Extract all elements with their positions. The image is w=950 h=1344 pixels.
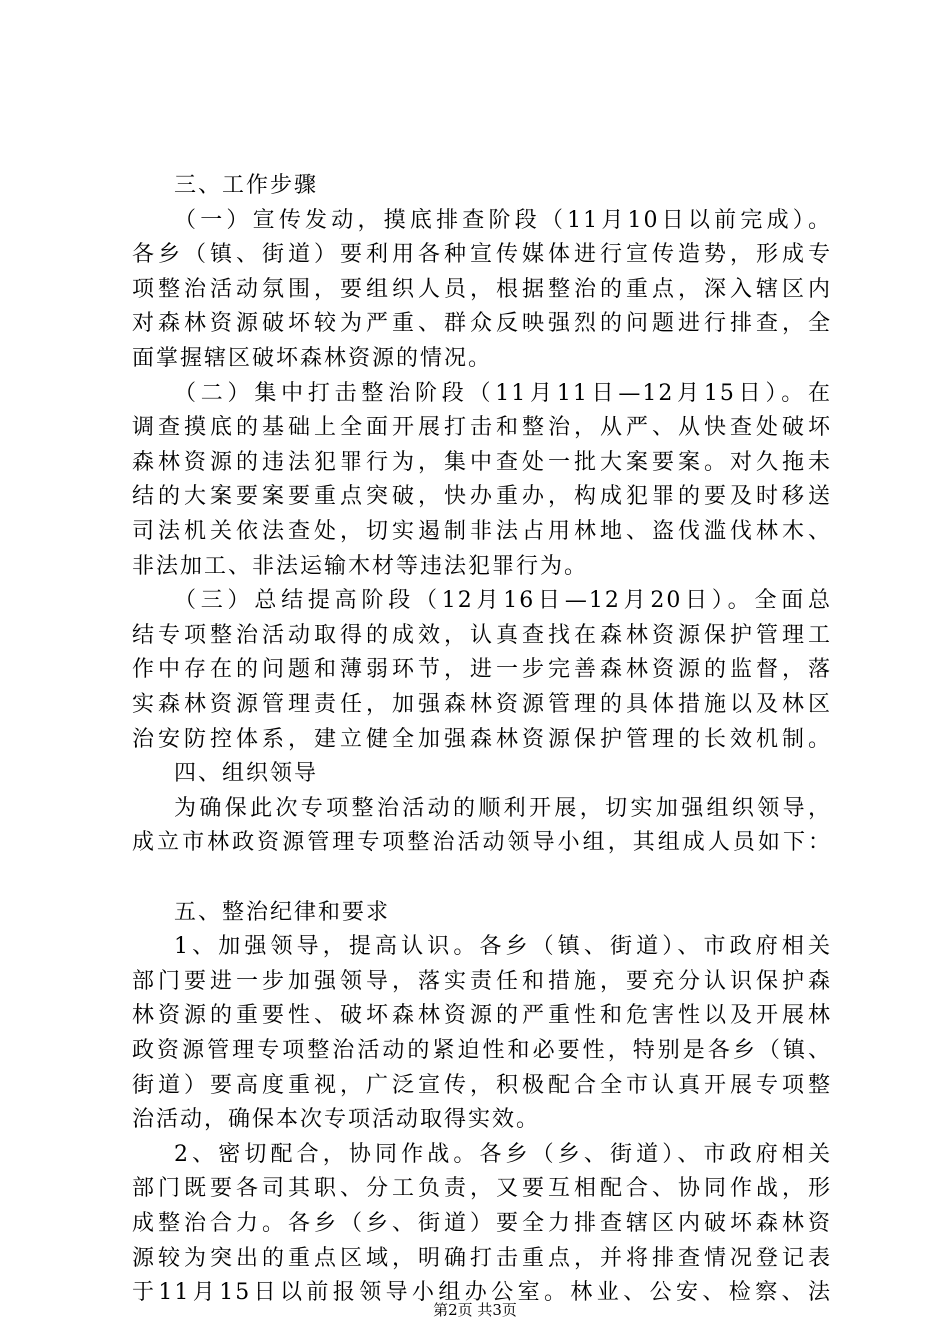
paragraph-line: 部门既要各司其职、分工负责，又要互相配合、协同作战，形 [132, 1176, 832, 1202]
section-heading-3: 三、工作步骤 [174, 173, 319, 198]
paragraph-line: 1、加强领导，提高认识。各乡（镇、街道）、市政府相关 [174, 934, 832, 960]
paragraph-line: 街道）要高度重视，广泛宣传，积极配合全市认真开展专项整 [132, 1072, 832, 1098]
paragraph-line: 项整治活动氛围，要组织人员，根据整治的重点，深入辖区内 [132, 276, 832, 302]
paragraph-line: （三）总结提高阶段（12月16日—12月20日）。全面总 [174, 588, 832, 614]
paragraph-line: 各乡（镇、街道）要利用各种宣传媒体进行宣传造势，形成专 [132, 242, 832, 268]
paragraph-line: 结专项整治活动取得的成效，认真查找在森林资源保护管理工 [132, 622, 832, 648]
paragraph-line: 对森林资源破坏较为严重、群众反映强烈的问题进行排查，全 [132, 311, 832, 337]
paragraph-line: 源较为突出的重点区域，明确打击重点，并将排查情况登记表 [132, 1245, 832, 1271]
section-heading-5: 五、整治纪律和要求 [174, 899, 391, 925]
paragraph-line: 成立市林政资源管理专项整治活动领导小组，其组成人员如下： [132, 830, 832, 856]
paragraph-line: 作中存在的问题和薄弱环节，进一步完善森林资源的监督，落 [132, 657, 832, 683]
paragraph-line: 于11月15日以前报领导小组办公室。林业、公安、检察、法 [132, 1280, 832, 1306]
paragraph-line: 非法加工、非法运输木材等违法犯罪行为。 [132, 553, 589, 579]
paragraph-line: 调查摸底的基础上全面开展打击和整治，从严、从快查处破坏 [132, 415, 832, 441]
paragraph-line: （一）宣传发动，摸底排查阶段（11月10日以前完成）。 [174, 207, 832, 233]
paragraph-line: 林资源的重要性、破坏森林资源的严重性和危害性以及开展林 [132, 1003, 832, 1029]
paragraph-line: 司法机关依法查处，切实遏制非法占用林地、盗伐滥伐林木、 [132, 519, 832, 544]
paragraph-line: 为确保此次专项整治活动的顺利开展，切实加强组织领导， [174, 795, 832, 821]
paragraph-line: 治活动，确保本次专项活动取得实效。 [132, 1107, 541, 1133]
paragraph-line: 实森林资源管理责任，加强森林资源管理的具体措施以及林区 [132, 692, 832, 717]
paragraph-line: 结的大案要案要重点突破，快办重办，构成犯罪的要及时移送 [132, 484, 832, 510]
paragraph-line: 政资源管理专项整治活动的紧迫性和必要性，特别是各乡（镇、 [132, 1038, 832, 1063]
paragraph-line: 2、密切配合，协同作战。各乡（乡、街道）、市政府相关 [174, 1141, 832, 1167]
page-footer: 第2页 共3页 [433, 1301, 517, 1319]
paragraph-line: （二）集中打击整治阶段（11月11日—12月15日）。在 [174, 380, 832, 406]
paragraph-line: 面掌握辖区破坏森林资源的情况。 [132, 346, 493, 371]
paragraph-line: 森林资源的违法犯罪行为，集中查处一批大案要案。对久拖未 [132, 449, 832, 475]
paragraph-line: 部门要进一步加强领导，落实责任和措施，要充分认识保护森 [132, 968, 832, 994]
section-heading-4: 四、组织领导 [174, 761, 319, 787]
paragraph-line: 成整治合力。各乡（乡、街道）要全力排查辖区内破坏森林资 [132, 1211, 832, 1236]
paragraph-line: 治安防控体系，建立健全加强森林资源保护管理的长效机制。 [132, 726, 832, 752]
